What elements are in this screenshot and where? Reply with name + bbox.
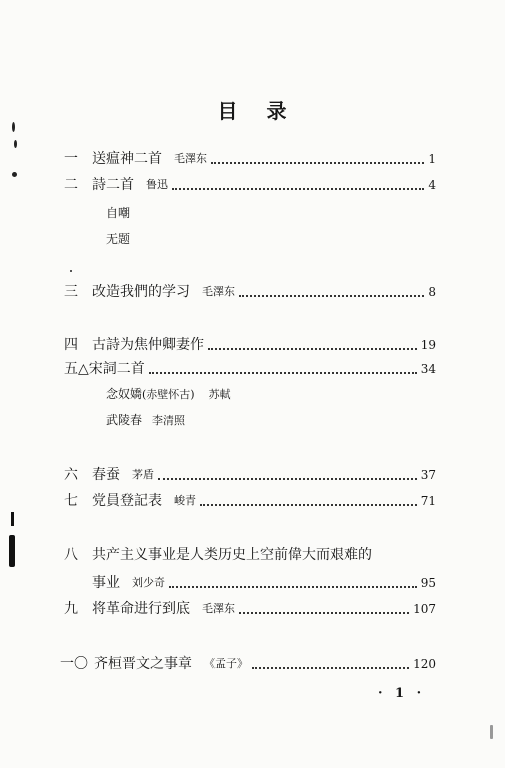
entry-number: 一 xyxy=(64,151,78,167)
toc-entry[interactable] xyxy=(64,336,436,354)
entry-page: 8 xyxy=(428,285,436,299)
entry-number: 五 xyxy=(64,361,78,377)
entry-author: 毛澤东 xyxy=(202,285,235,298)
scan-speck xyxy=(12,172,17,177)
scan-speck xyxy=(70,270,72,272)
scan-speck xyxy=(12,122,15,132)
scan-mark xyxy=(9,535,15,567)
entry-title: 改造我們的学习 xyxy=(92,284,190,300)
entry-author: 毛澤东 xyxy=(202,602,235,615)
entry-number: 三 xyxy=(64,284,78,300)
toc-entry[interactable] xyxy=(64,360,436,378)
sub-author: 李清照 xyxy=(152,414,186,427)
entry-title: △宋詞二首 xyxy=(78,361,145,377)
leader-dots xyxy=(252,667,409,669)
entry-author: 峻青 xyxy=(174,494,196,507)
leader-dots xyxy=(169,586,417,588)
sub-title: 无题 xyxy=(106,232,131,246)
leader-dots xyxy=(158,478,417,480)
entry-page: 95 xyxy=(420,576,436,590)
toc-entry[interactable] xyxy=(64,492,436,510)
toc-entry[interactable] xyxy=(64,600,436,618)
entry-author: 刘少奇 xyxy=(132,576,165,589)
scan-speck xyxy=(490,725,493,739)
scan-speck xyxy=(14,140,17,148)
sub-title: 念奴嬌 xyxy=(106,387,143,401)
sub-entry[interactable] xyxy=(106,231,130,247)
sub-title: 自嘲 xyxy=(106,206,131,220)
title-char-2: 录 xyxy=(266,99,288,123)
sub-entry[interactable] xyxy=(106,205,130,221)
sub-entry[interactable] xyxy=(106,412,185,429)
entry-page: 71 xyxy=(420,494,436,508)
entry-page: 107 xyxy=(413,602,436,616)
entry-title: 共产主义事业是人类历史上空前偉大而艰难的 xyxy=(92,547,372,563)
sub-note: (赤壁怀古) xyxy=(142,388,195,401)
entry-number: 六 xyxy=(64,467,78,483)
scan-mark xyxy=(11,512,14,526)
leader-dots xyxy=(200,504,417,506)
toc-entry-continuation[interactable] xyxy=(64,574,436,592)
leader-dots xyxy=(172,188,424,190)
entry-title: 送瘟神二首 xyxy=(92,151,162,167)
toc-entry[interactable] xyxy=(64,546,436,564)
entry-number: 二 xyxy=(64,177,78,193)
entry-page: 34 xyxy=(420,362,436,376)
entry-author: 《孟子》 xyxy=(204,657,248,670)
entry-number: 四 xyxy=(64,337,78,353)
page-number: · 1 · xyxy=(378,686,426,701)
title-char-1: 目 xyxy=(217,99,239,123)
sub-title: 武陵春 xyxy=(106,413,143,427)
entry-number: 七 xyxy=(64,493,78,509)
sub-entry[interactable] xyxy=(106,386,231,403)
entry-title: 古詩为焦仲卿妻作 xyxy=(92,337,204,353)
leader-dots xyxy=(149,372,417,374)
entry-page: 1 xyxy=(428,152,436,166)
entry-title: 春蚕 xyxy=(92,467,120,483)
entry-page: 19 xyxy=(420,338,436,352)
entry-title: 齐桓晋文之事章 xyxy=(94,656,192,672)
leader-dots xyxy=(208,348,417,350)
toc-entry[interactable] xyxy=(60,655,436,673)
entry-author: 茅盾 xyxy=(132,468,154,481)
entry-page: 37 xyxy=(420,468,436,482)
entry-title: 事业 xyxy=(92,575,120,591)
entry-number: 八 xyxy=(64,547,78,563)
entry-page: 4 xyxy=(428,178,436,192)
entry-author: 鲁迅 xyxy=(146,178,168,191)
entry-number: 一〇 xyxy=(60,656,88,672)
entry-title: 将革命进行到底 xyxy=(92,601,190,617)
entry-author: 毛澤东 xyxy=(174,152,207,165)
toc-entry[interactable] xyxy=(64,466,436,484)
leader-dots xyxy=(239,295,424,297)
toc-entry[interactable] xyxy=(64,176,436,194)
entry-number: 九 xyxy=(64,601,78,617)
toc-entry[interactable] xyxy=(64,150,436,168)
leader-dots xyxy=(239,612,409,614)
entry-page: 120 xyxy=(413,657,436,671)
entry-title: 詩二首 xyxy=(92,177,134,193)
page-title xyxy=(0,95,505,124)
leader-dots xyxy=(211,162,424,164)
sub-author: 苏軾 xyxy=(208,388,231,401)
entry-title: 党員登記表 xyxy=(92,493,162,509)
toc-entry[interactable] xyxy=(64,283,436,301)
